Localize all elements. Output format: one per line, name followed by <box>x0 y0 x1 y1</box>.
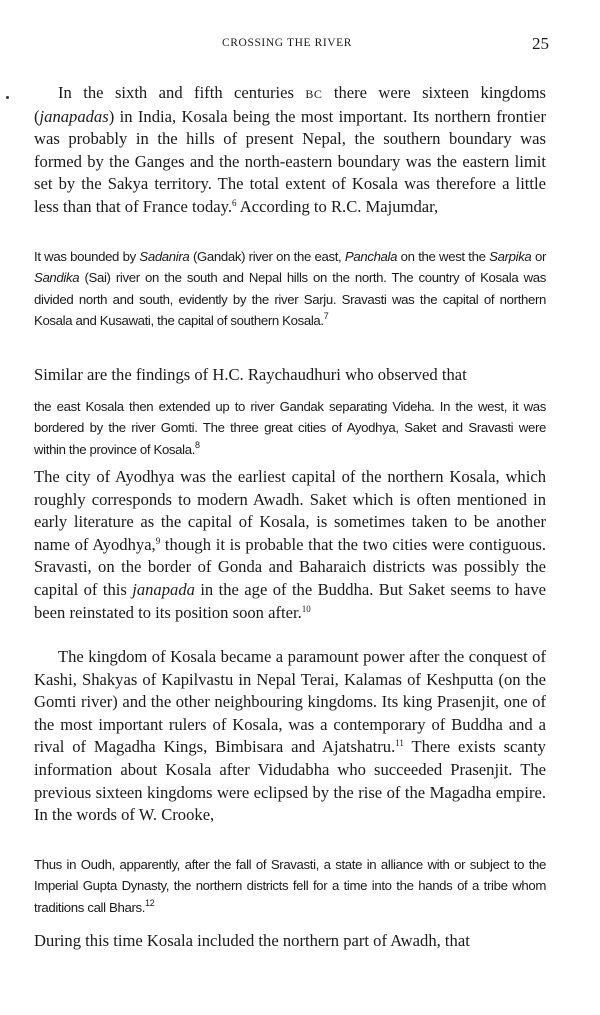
paragraph-text <box>34 466 546 624</box>
page-number: 25 <box>532 34 549 53</box>
footnote-marker[interactable]: 10 <box>301 603 311 614</box>
italic-term: Sadanira <box>139 249 190 264</box>
paragraph-5 <box>34 930 546 953</box>
text-segment: (Gandak) river on the east, <box>189 249 345 264</box>
block-quote-3 <box>34 854 546 918</box>
paragraph-3 <box>34 466 546 624</box>
text-segment: (Sai) river on the south and Nepal hills on the north. The country of Kosala was divided north and south, evidently by the river Sarju. Sravasti was the capital of northern Kosala and Kusawati, the capital of southern Kosala. <box>34 270 546 329</box>
italic-term: Sandika <box>34 270 80 286</box>
text-segment: According to R.C. Majumdar, <box>236 196 439 216</box>
footnote-marker[interactable]: 11 <box>395 738 404 749</box>
italic-term: Sarpika <box>489 249 532 264</box>
text-segment: There exists scanty information about Kosala after Vidudabha who succeeded Prasenjit. The previous sixteen kingdoms were eclipsed by the rise of the Magadha empire. In the words of W. Crooke, <box>34 737 546 825</box>
text-segment: It was bounded by <box>34 249 140 264</box>
paragraph-text: Similar are the findings of H.C. Raychaudhuri who observed that <box>34 365 467 384</box>
text-segment: though it is probable that the two cities were contiguous. Sravasti, on the border of Gonda and Baharaich districts was possibly the capital of this <box>34 534 546 599</box>
margin-mark <box>6 96 9 99</box>
paragraph-2 <box>34 364 546 387</box>
block-quote-2 <box>34 396 546 460</box>
italic-term: janapadas <box>39 106 109 126</box>
paragraph-text <box>34 82 546 219</box>
footnote-marker[interactable]: 9 <box>155 535 161 546</box>
footnote-marker[interactable]: 6 <box>232 197 237 208</box>
text-segment: The kingdom of Kosala became a paramount power after the conquest of Kashi, Shakyas of Kapilvastu in Nepal Terai, Kalamas of Keshputta (on the Gomti river) and the other neighbouring kingdoms. Its king Prasenjit, one of the most important rulers of Kosala, was a contemporary of Buddha and a rival of Magadha Kings, Bimbisara and Ajatshatru. <box>34 647 546 757</box>
quote-text <box>34 854 546 918</box>
paragraph-4 <box>34 646 546 827</box>
italic-term: Panchala <box>344 249 398 264</box>
footnote-marker[interactable]: 12 <box>145 897 155 908</box>
text-segment: ) in India, Kosala being the most important. Its northern frontier was probably in the hills of present Nepal, the southern boundary was formed by the Ganges and the north-eastern boundary was the eastern limit set by the Sakya territory. The total extent of Kosala was therefore a little less than that of France today. <box>34 106 546 216</box>
text-segment: on the west the <box>397 249 490 264</box>
running-title: CROSSING THE RIVER <box>222 37 353 49</box>
footnote-marker[interactable]: 7 <box>323 311 329 322</box>
text-segment: In the sixth and fifth centuries <box>58 83 306 102</box>
text-segment: or <box>531 249 547 264</box>
text-segment: The city of Ayodhya was the earliest capital of the northern Kosala, which roughly corresponds to modern Awadh. Saket which is often mentioned in early literature as the capital of Kosala, is sometimes taken to be another name of Ayodhya, <box>34 467 546 554</box>
text-segment: in the age of the Buddha. But Saket seems to have been reinstated to its position soon after. <box>34 579 546 622</box>
text-segment: Thus in Oudh, apparently, after the fall of Sravasti, a state in alliance with or subject to the Imperial Gupta Dynasty, the northern districts fell for a time into the hands of a tribe whom traditions call Bhars. <box>34 857 546 915</box>
paragraph-1 <box>34 82 546 219</box>
running-head <box>0 34 600 54</box>
quote-text <box>34 396 546 460</box>
era-abbreviation: BC <box>305 87 323 101</box>
block-quote-1 <box>34 246 546 332</box>
footnote-marker[interactable]: 8 <box>195 439 200 450</box>
paragraph-text: During this time Kosala included the northern part of Awadh, that <box>34 931 470 950</box>
paragraph-text <box>34 646 546 827</box>
italic-term: janapada <box>132 579 195 599</box>
quote-text <box>34 246 546 332</box>
text-segment: there were sixteen kingdoms ( <box>34 83 546 126</box>
text-segment: the east Kosala then extended up to river Gandak separating Videha. In the west, it was bordered by the river Gomti. The three great cities of Ayodhya, Saket and Sravasti were within the province of Kosala. <box>34 399 546 457</box>
